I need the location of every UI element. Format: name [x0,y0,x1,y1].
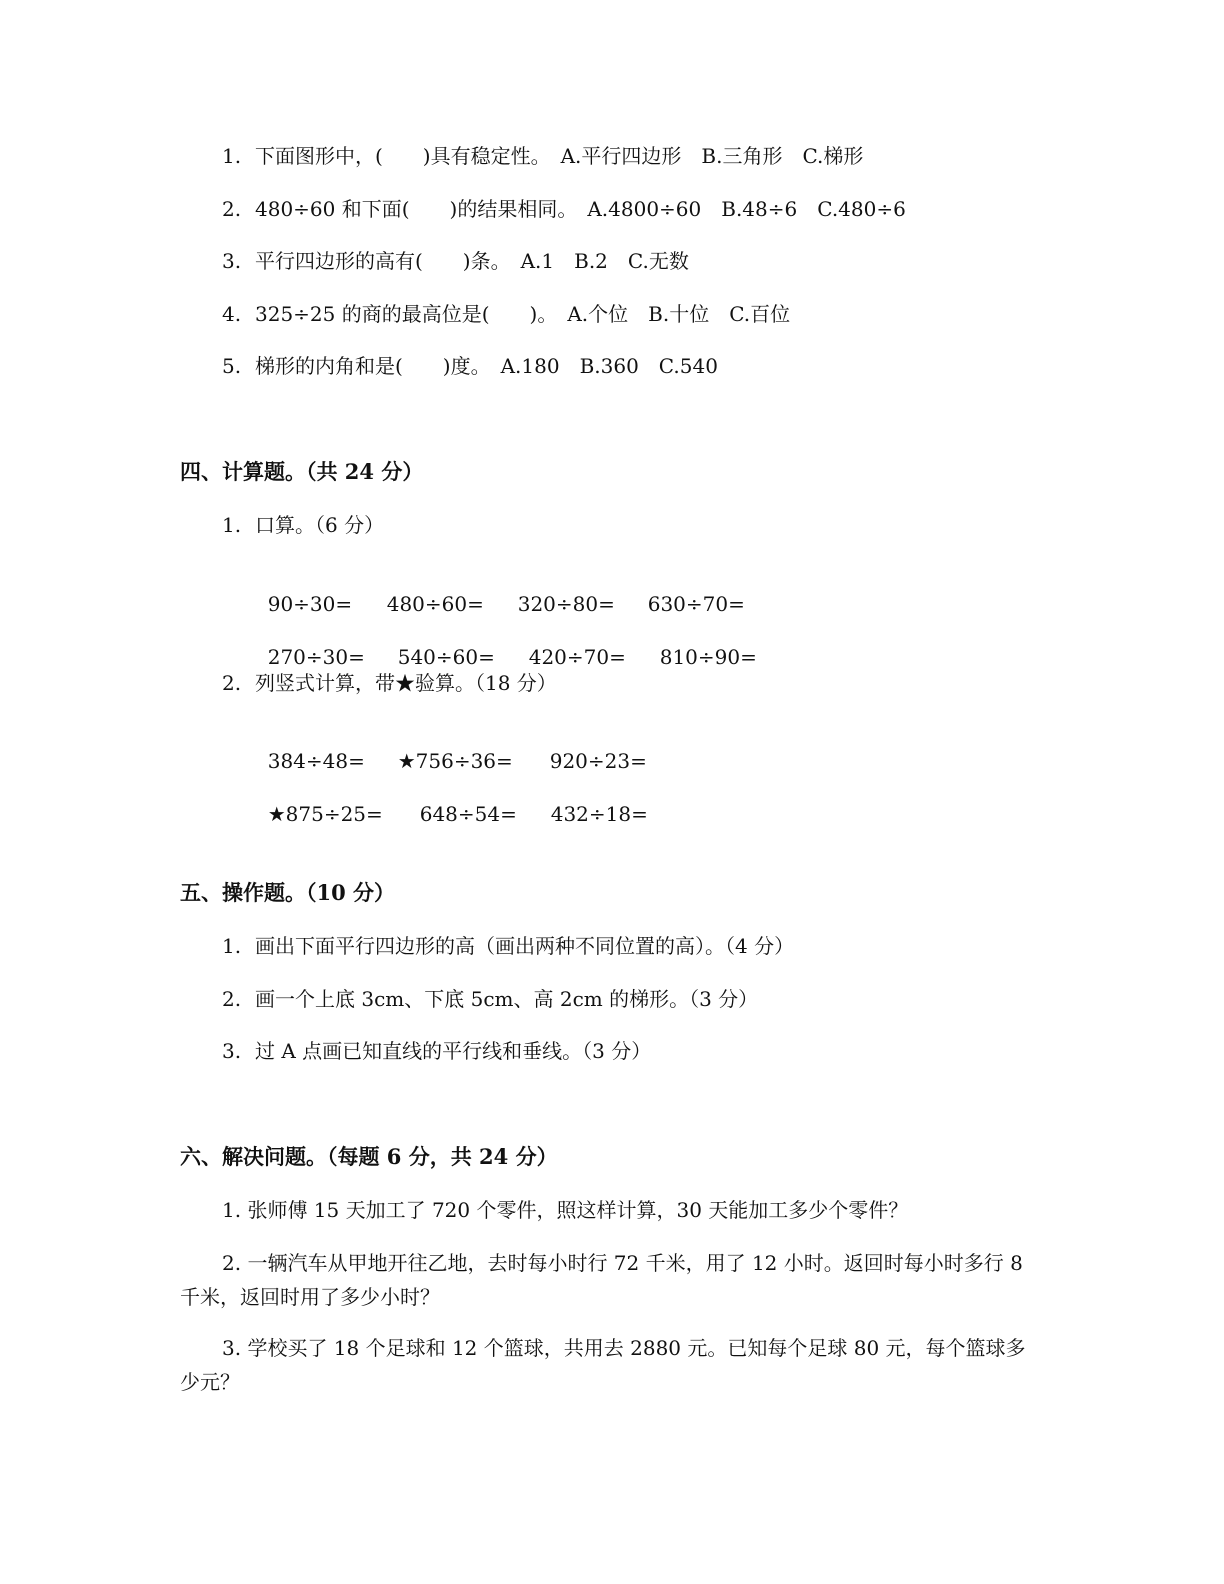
operation-question-3 [222,1038,651,1064]
question-text: 下面图形中，( )具有稳定性。 A.平行四边形 B.三角形 C.梯形 [255,144,864,168]
vertical-calc-row-1 [255,722,647,774]
vertical-calc-item: 384÷48= [267,749,365,773]
oral-calc-item: 270÷30= [267,645,365,669]
question-number: 2. [222,987,242,1011]
choice-question-5 [222,353,718,379]
oral-calc-item: 810÷90= [659,645,757,669]
oral-calc-row-2 [255,618,757,670]
choice-question-2 [222,196,906,222]
question-number: 1. [222,934,242,958]
question-text: 列竖式计算，带★验算。（18 分） [255,671,557,695]
choice-question-4 [222,301,790,327]
oral-calc-item: 90÷30= [267,592,353,616]
question-number: 2. [222,671,242,695]
oral-calc-item: 480÷60= [386,592,484,616]
operation-question-2 [222,986,758,1012]
calc-question-2 [222,670,557,696]
word-problem-3: 3. 学校买了 18 个足球和 12 个篮球，共用去 2880 元。已知每个足球 80 元，每个篮球多少元？ [180,1336,1026,1394]
question-text: 画出下面平行四边形的高（画出两种不同位置的高）。（4 分） [255,934,795,958]
question-text: 平行四边形的高有( )条。 A.1 B.2 C.无数 [255,249,689,273]
question-number: 1. [222,144,242,168]
question-text: 过 A 点画已知直线的平行线和垂线。（3 分） [255,1039,652,1063]
operation-question-1 [222,933,794,959]
section-heading-operation: 五、操作题。（10 分） [180,880,396,905]
choice-question-3 [222,248,689,274]
question-number: 2. [222,197,242,221]
question-text: 325÷25 的商的最高位是( )。 A.个位 B.十位 C.百位 [255,302,791,326]
choice-question-1 [222,143,863,169]
oral-calc-item: 540÷60= [397,645,495,669]
word-problem-2: 2. 一辆汽车从甲地开往乙地，去时每小时行 72 千米，用了 12 小时。返回时每小时多行 8 千米，返回时用了多少小时？ [180,1251,1023,1309]
question-number: 3. [222,249,242,273]
question-number: 3. [222,1039,242,1063]
vertical-calc-item: ★875÷25= [267,802,383,826]
oral-calc-item: 320÷80= [517,592,615,616]
oral-calc-item: 630÷70= [647,592,745,616]
section-heading-problems: 六、解决问题。（每题 6 分，共 24 分） [180,1144,558,1169]
question-number: 1. [222,513,242,537]
vertical-calc-item: 648÷54= [419,802,517,826]
vertical-calc-item: 432÷18= [550,802,648,826]
question-number: 4. [222,302,242,326]
calc-question-1 [222,512,384,538]
question-text: 画一个上底 3cm、下底 5cm、高 2cm 的梯形。（3 分） [255,987,759,1011]
question-text: 梯形的内角和是( )度。 A.180 B.360 C.540 [255,354,718,378]
section-heading-calculation: 四、计算题。（共 24 分） [180,459,424,484]
vertical-calc-item: ★756÷36= [397,749,513,773]
vertical-calc-item: 920÷23= [549,749,647,773]
vertical-calc-row-2 [255,775,648,827]
word-problem-1: 1. 张师傅 15 天加工了 720 个零件，照这样计算，30 天能加工多少个零件？ [222,1198,909,1222]
question-text: 480÷60 和下面( )的结果相同。 A.4800÷60 B.48÷6 C.480÷6 [255,197,906,221]
question-number: 5. [222,354,242,378]
question-text: 口算。（6 分） [255,513,385,537]
oral-calc-item: 420÷70= [528,645,626,669]
oral-calc-row-1 [255,565,745,617]
